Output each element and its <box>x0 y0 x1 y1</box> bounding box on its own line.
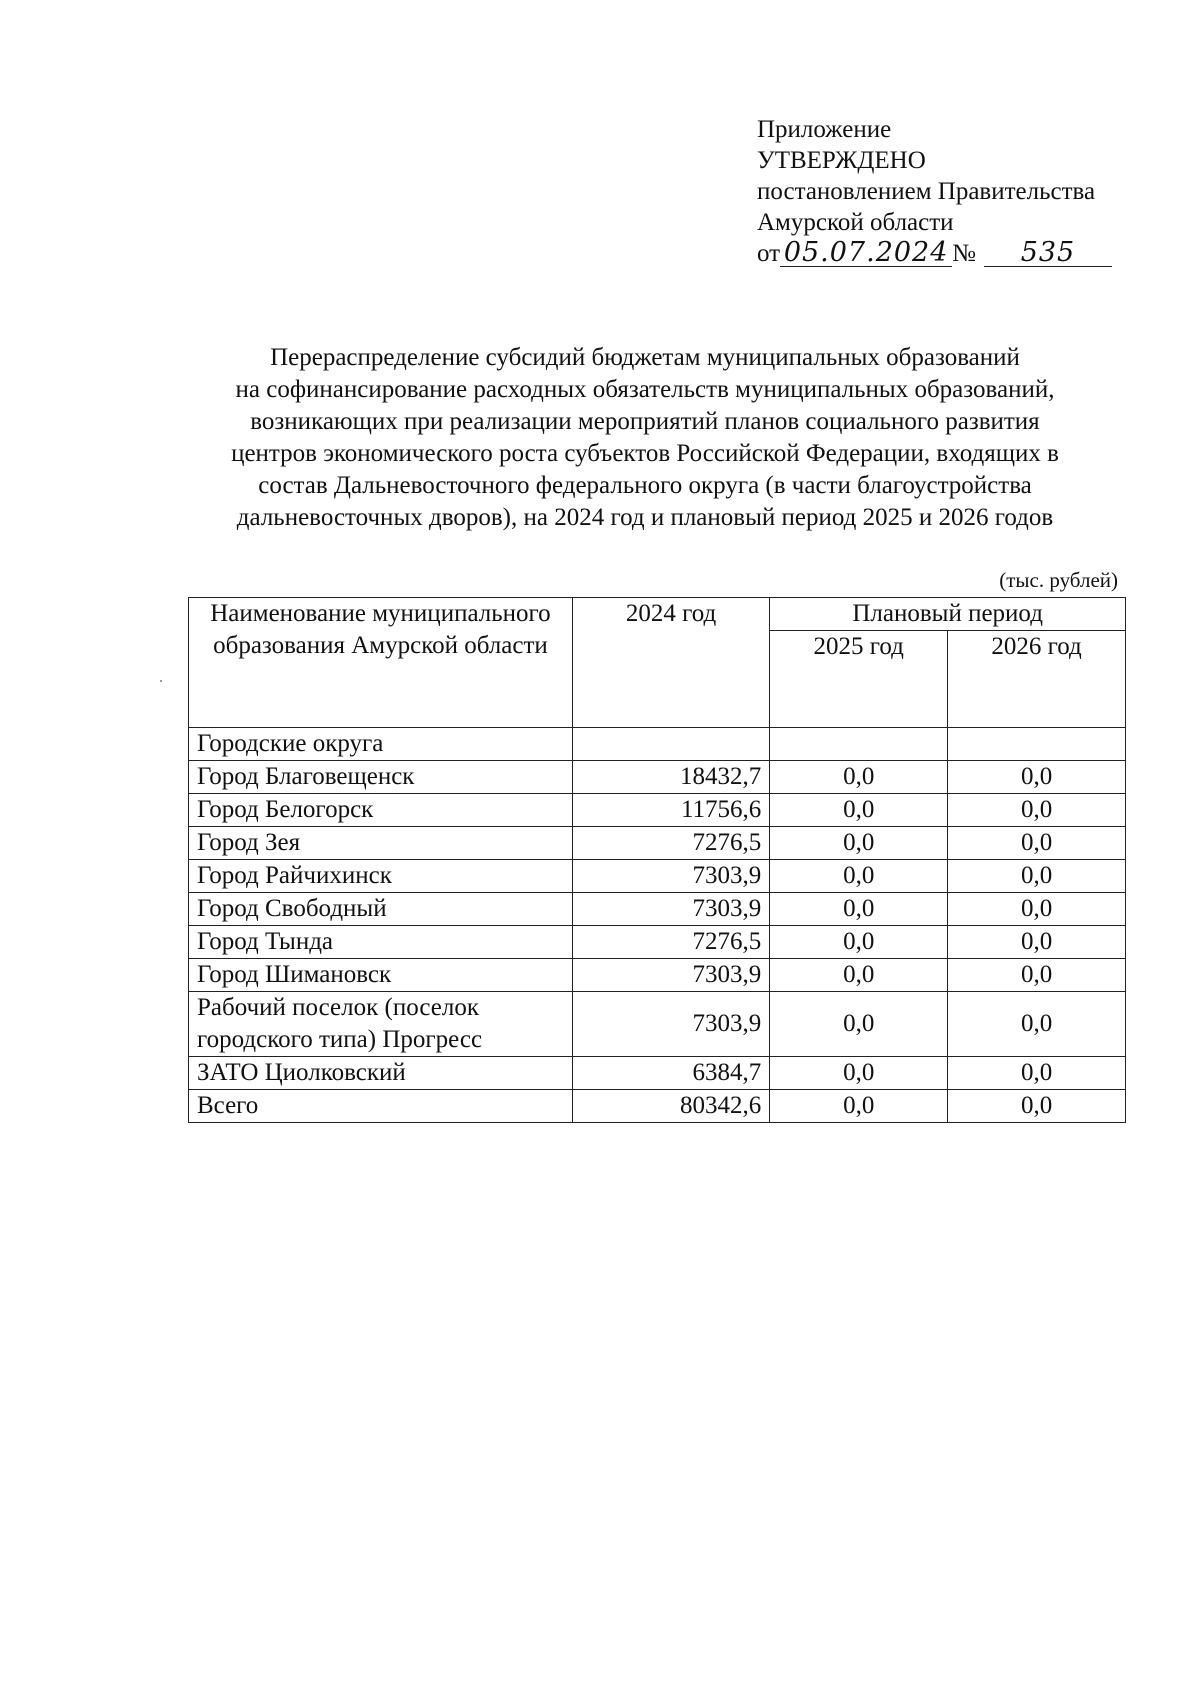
empty-cell <box>948 728 1126 761</box>
row-name: Город Шимановск <box>189 959 573 992</box>
header-2024: 2024 год <box>572 598 769 728</box>
value-2024: 6384,7 <box>572 1057 769 1090</box>
value-2026: 0,0 <box>948 794 1126 827</box>
value-2025: 0,0 <box>770 893 948 926</box>
value-2026: 0,0 <box>948 1090 1126 1123</box>
value-2025: 0,0 <box>770 992 948 1057</box>
header-name: Наименование муниципального образования Амурской области <box>189 598 573 728</box>
empty-cell <box>572 728 769 761</box>
empty-cell <box>770 728 948 761</box>
table-row <box>189 926 1126 959</box>
value-2026: 0,0 <box>948 959 1126 992</box>
title-line: Перераспределение субсидий бюджетам муниципальных образований <box>270 344 1020 371</box>
value-2025: 0,0 <box>770 860 948 893</box>
approval-resolution: постановлением Правительства <box>757 178 1096 205</box>
subsidy-table <box>188 597 1126 1123</box>
value-2024: 7303,9 <box>572 860 769 893</box>
value-2025: 0,0 <box>770 794 948 827</box>
header-2026: 2026 год <box>948 631 1126 728</box>
value-2024: 7303,9 <box>572 992 769 1057</box>
value-2025: 0,0 <box>770 761 948 794</box>
value-2026: 0,0 <box>948 926 1126 959</box>
table-row <box>189 893 1126 926</box>
section-name: Городские округа <box>189 728 573 761</box>
table-row <box>189 1090 1126 1123</box>
value-2026: 0,0 <box>948 827 1126 860</box>
approval-number-handwritten: 535 <box>984 240 1112 267</box>
approval-date-prefix: от <box>757 240 781 267</box>
value-2024: 80342,6 <box>572 1090 769 1123</box>
title-line: возникающих при реализации мероприятий планов социального развития <box>250 408 1040 435</box>
table-row <box>189 1057 1126 1090</box>
row-name: ЗАТО Циолковский <box>189 1057 573 1090</box>
value-2026: 0,0 <box>948 761 1126 794</box>
table-row <box>189 860 1126 893</box>
scan-speck <box>160 680 162 682</box>
table-section-row <box>189 728 1126 761</box>
document-title <box>160 342 1130 534</box>
value-2026: 0,0 <box>948 992 1126 1057</box>
approval-date-handwritten: 05.07.2024 <box>780 240 952 267</box>
value-2025: 0,0 <box>770 1057 948 1090</box>
approval-region: Амурской области <box>757 209 954 236</box>
approval-date-line <box>757 238 1112 269</box>
title-line: состав Дальневосточного федерального округа (в части благоустройства <box>258 472 1032 499</box>
table-row <box>189 827 1126 860</box>
units-label: (тыс. рублей) <box>999 568 1118 592</box>
value-2025: 0,0 <box>770 1090 948 1123</box>
table-row <box>189 761 1126 794</box>
value-2025: 0,0 <box>770 959 948 992</box>
title-line: дальневосточных дворов), на 2024 год и плановый период 2025 и 2026 годов <box>236 504 1054 531</box>
row-name: Город Райчихинск <box>189 860 573 893</box>
table-row <box>189 992 1126 1057</box>
value-2024: 7303,9 <box>572 893 769 926</box>
header-2025: 2025 год <box>770 631 948 728</box>
row-name: Всего <box>189 1090 573 1123</box>
value-2024: 18432,7 <box>572 761 769 794</box>
value-2024: 11756,6 <box>572 794 769 827</box>
value-2024: 7276,5 <box>572 926 769 959</box>
approval-approved: УТВЕРЖДЕНО <box>757 147 926 174</box>
title-line: центров экономического роста субъектов Российской Федерации, входящих в <box>231 440 1059 467</box>
row-name: Город Белогорск <box>189 794 573 827</box>
row-name: Город Зея <box>189 827 573 860</box>
value-2026: 0,0 <box>948 893 1126 926</box>
table-header-row <box>189 598 1126 631</box>
value-2025: 0,0 <box>770 827 948 860</box>
row-name: Рабочий поселок (поселок городского типа) Прогресс <box>189 992 573 1057</box>
row-name: Город Свободный <box>189 893 573 926</box>
approval-number-sign: № <box>952 240 976 267</box>
header-planned-period: Плановый период <box>770 598 1126 631</box>
approval-block <box>757 114 1112 269</box>
table-row <box>189 959 1126 992</box>
table-row <box>189 794 1126 827</box>
value-2024: 7276,5 <box>572 827 769 860</box>
row-name: Город Благовещенск <box>189 761 573 794</box>
value-2025: 0,0 <box>770 926 948 959</box>
value-2026: 0,0 <box>948 1057 1126 1090</box>
row-name: Город Тында <box>189 926 573 959</box>
approval-appendix: Приложение <box>757 116 892 143</box>
value-2024: 7303,9 <box>572 959 769 992</box>
value-2026: 0,0 <box>948 860 1126 893</box>
title-line: на софинансирование расходных обязательств муниципальных образований, <box>235 376 1055 403</box>
